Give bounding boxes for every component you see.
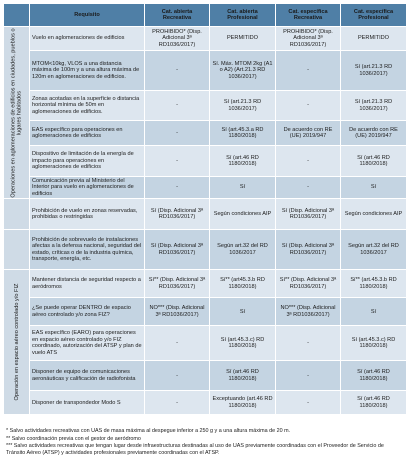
value-especifica-recreativa: Sí (Disp. Adicional 3ª RD1036/2017) [276,230,341,270]
value-especifica-recreativa: - [276,146,341,177]
value-abierta-profesional: Sí (art.46 RD 1180/2018) [210,146,276,177]
value-especifica-profesional: Según condiciones AIP [341,199,407,230]
requirement-cell: Comunicación previa al Ministerio del Interior para vuelo en aglomeraciones de edificios [30,177,145,199]
table-row [4,199,407,230]
value-abierta-recreativa: - [145,91,210,121]
value-abierta-recreativa: Sí** (Disp. Adicional 3ª RD1036/2017) [145,270,210,298]
requirement-cell: Dispositivo de limitación de la energía de impacto para operaciones en aglomeraciones de edificios [30,146,145,177]
requirement-cell: Disponer de equipo de comunicaciones aeronáuticas y calificación de radiofonista [30,361,145,391]
value-especifica-profesional: Sí (art.21.3 RD 1036/2017) [341,51,407,91]
value-abierta-recreativa: - [145,177,210,199]
value-especifica-recreativa: De acuerdo con RE (UE) 2019/947 [276,121,341,146]
table-row [4,298,407,326]
value-especifica-recreativa: - [276,91,341,121]
value-especifica-profesional: Sí [341,298,407,326]
requirement-cell: ¿Se puede operar DENTRO de espacio aéreo controlado y/o zona FIZ? [30,298,145,326]
value-especifica-recreativa: - [276,326,341,361]
value-especifica-profesional: Sí** (art.45.3.b RD 1180/2018) [341,270,407,298]
requirement-cell: Mantener distancia de seguridad respecto a aeródromos [30,270,145,298]
value-especifica-recreativa: Sí** (Disp. Adicional 3ª RD1036/2017) [276,270,341,298]
value-especifica-profesional: De acuerdo con RE (UE) 2019/947 [341,121,407,146]
group-cell-espacio-aereo [4,270,30,415]
header-abierta-profesional: Cat. abierta Profesional [210,4,276,27]
table-row [4,230,407,270]
header-abierta-recreativa: Cat. abierta Recreativa [145,4,210,27]
table-row [4,91,407,121]
value-abierta-profesional: Sí. Máx. MTOM 2kg (A1 o A2) (Art.21.3 RD 1036/2017) [210,51,276,91]
table-row [4,51,407,91]
header-blank-cell [4,4,30,27]
value-abierta-recreativa: PROHIBIDO* (Disp. Adicional 3ª RD1036/2017) [145,27,210,51]
table-row [4,146,407,177]
value-abierta-recreativa: - [145,121,210,146]
value-abierta-profesional: Según condiciones AIP [210,199,276,230]
requirement-cell: Disponer de transpondedor Modo S [30,391,145,415]
requirement-cell: Prohibición de vuelo en zonas reservadas, prohibidas o restringidas [30,199,145,230]
value-especifica-recreativa: Sí (Disp. Adicional 3ª RD1036/2017) [276,199,341,230]
header-especifica-recreativa: Cat. específica Recreativa [276,4,341,27]
value-especifica-profesional: Sí [341,177,407,199]
value-especifica-profesional: Sí (art.46 RD 1180/2018) [341,391,407,415]
value-abierta-recreativa: Sí (Disp. Adicional 3ª RD1036/2017) [145,199,210,230]
value-abierta-profesional: Sí (art.46 RD 1180/2018) [210,361,276,391]
requirement-cell: EAS específico para operaciones en aglomeraciones de edificios [30,121,145,146]
requirement-cell: Zonas acotadas en la superficie o distancia horizontal mínima de 50m en aglomeraciones de edificios. [30,91,145,121]
value-abierta-recreativa: - [145,391,210,415]
value-abierta-recreativa: - [145,51,210,91]
requirements-table [3,3,407,415]
value-abierta-profesional: PERMITIDO [210,27,276,51]
requirement-cell: Prohibición de sobrevuelo de instalaciones afectas a la defensa nacional, seguridad del estado, críticas o de la industria química, transporte, energía, etc. [30,230,145,270]
footnote: ** Salvo coordinación previa con el gestor de aeródromo [6,435,141,442]
value-especifica-recreativa: - [276,391,341,415]
table-row [4,361,407,391]
value-especifica-recreativa: - [276,177,341,199]
table-row [4,270,407,298]
value-abierta-profesional: Sí (art.21.3 RD 1036/2017) [210,91,276,121]
table-row [4,326,407,361]
value-abierta-profesional: Sí** (art45.3.b RD 1180/2018) [210,270,276,298]
footnotes [6,428,404,457]
requirement-cell: MTOM<10kg, VLOS a una distancia máxima de 100m y a una altura máxima de 120m en aglomeraciones de edificios. [30,51,145,91]
value-abierta-profesional: Sí [210,177,276,199]
value-abierta-profesional: Sí (art.45.3.a RD 1180/2018) [210,121,276,146]
header-especifica-profesional: Cat. específica Profesional [341,4,407,27]
value-especifica-profesional: Sí (art.21.3 RD 1036/2017) [341,91,407,121]
table-row [4,121,407,146]
value-especifica-profesional: Sí (art.46 RD 1180/2018) [341,361,407,391]
table-row [4,177,407,199]
value-abierta-recreativa: - [145,326,210,361]
group-spacer-cell [4,230,30,270]
value-abierta-profesional: Sí [210,298,276,326]
header-row [4,4,407,27]
table-row [4,391,407,415]
footnote: *** Salvo actividades recreativas que tengan lugar desde infraestructuras destinadas al uso de UAS previamente coordinadas con el Proveedor de Servicio de Tránsito Aéreo (ATSP) y actividades profesionales previamente coordinadas con el ATSP. [6,443,384,456]
value-abierta-profesional: Sí (art.45.3.c) RD 1180/2018) [210,326,276,361]
group-label-espacio-aereo: Operación en espacio aéreo controlado y/o FIZ [13,283,20,401]
value-especifica-recreativa: NO*** (Disp. Adicional 3ª RD1036/2017) [276,298,341,326]
value-especifica-profesional: Según art.32 del RD 1036/2017 [341,230,407,270]
value-especifica-profesional: PERMITIDO [341,27,407,51]
value-especifica-profesional: Sí (art.45.3.c) RD 1180/2018) [341,326,407,361]
group-label-aglomeraciones: Operaciones en aglomeraciones de edificios en ciudades, pueblos o lugares habitados [10,28,23,198]
value-especifica-recreativa: - [276,51,341,91]
value-abierta-recreativa: Sí (Disp. Adicional 3ª RD1036/2017) [145,230,210,270]
value-abierta-recreativa: - [145,361,210,391]
value-especifica-recreativa: - [276,361,341,391]
requirement-cell: Vuelo en aglomeraciones de edificios [30,27,145,51]
footnote: * Salvo actividades recreativas con UAS de masa máxima al despegue inferior a 250 g y a una altura máxima de 20 m. [6,428,291,434]
header-requisito: Requisito [30,4,145,27]
requirement-cell: EAS específico (EARO) para operaciones en espacio aéreo controlado y/o FIZ coordinado, autorización del ATSP y plan de vuelo ATS [30,326,145,361]
table-row [4,27,407,51]
value-especifica-profesional: Sí (art.46 RD 1180/2018) [341,146,407,177]
value-abierta-profesional: Exceptuando (art.46 RD 1180/2018) [210,391,276,415]
value-abierta-profesional: Según art.32 del RD 1036/2017 [210,230,276,270]
value-abierta-recreativa: NO*** (Disp. Adicional 3ª RD1036/2017) [145,298,210,326]
value-especifica-recreativa: PROHIBIDO* (Disp. Adicional 3ª RD1036/2017) [276,27,341,51]
group-cell-aglomeraciones [4,27,30,199]
group-spacer-cell [4,199,30,230]
value-abierta-recreativa: - [145,146,210,177]
